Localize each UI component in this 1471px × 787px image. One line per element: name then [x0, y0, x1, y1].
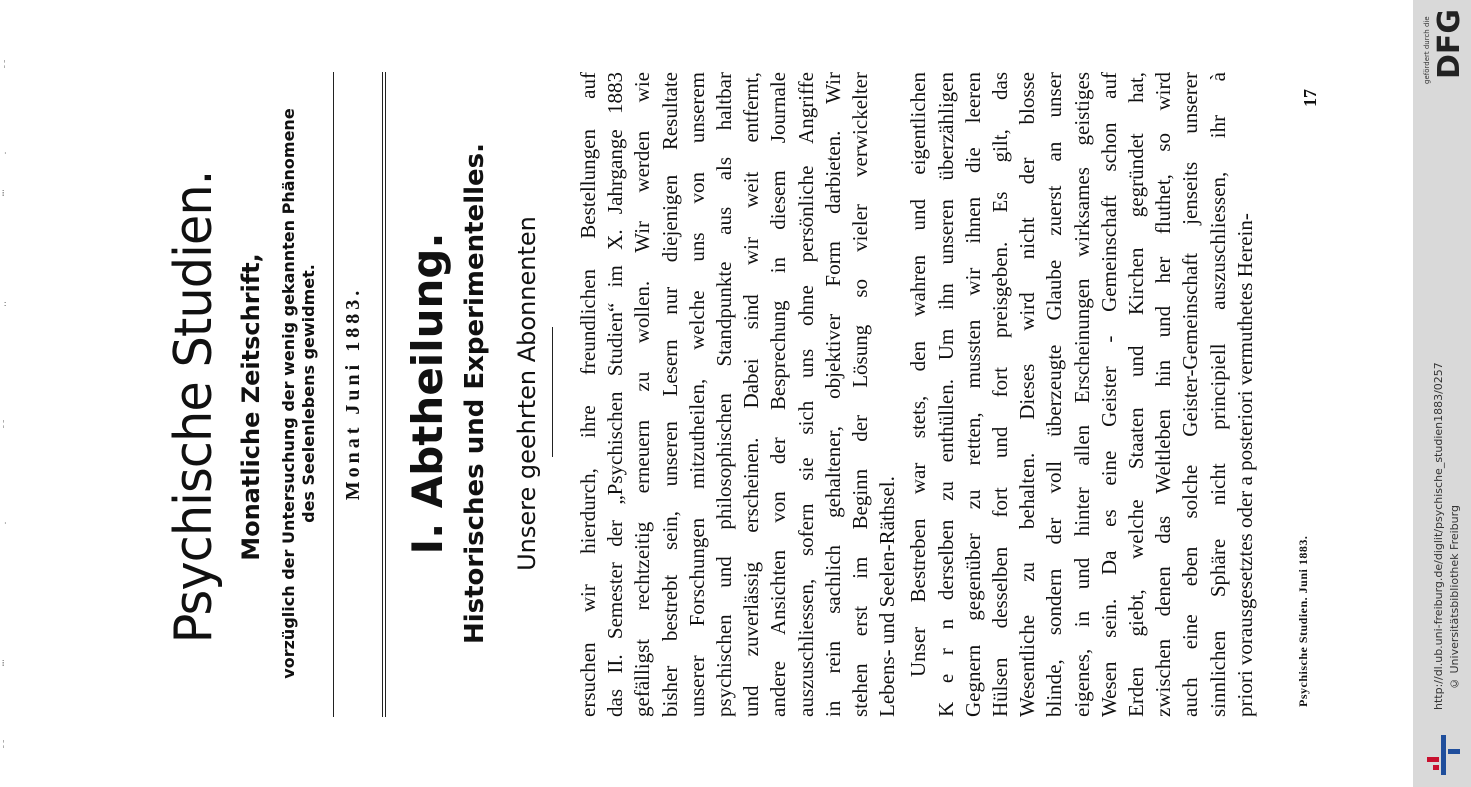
rule-double — [382, 72, 386, 717]
body-line: Wesentliche zu behalten. Dieses wird nicht der blosse — [1015, 72, 1040, 717]
journal-subtitle: Monatliche Zeitschrift, — [237, 253, 265, 561]
body-line: gefälligst rechtzeitig erneuern zu wollen. Wir werden wie — [630, 72, 655, 717]
body-line: unserer Forschungen mitzutheilen, welche uns von unserem — [684, 72, 709, 717]
body-line: in rein sachlich gehaltener, objektiver Form darbieten. Wir — [820, 72, 845, 717]
body-line: priori vorausgesetztes oder a posteriori vermuthetes Herein- — [1232, 213, 1257, 717]
body-line: das II. Semester der „Psychischen Studien“ im X. Jahrgange 1883 — [603, 72, 628, 717]
dfg-sidebar — [1413, 0, 1471, 787]
body-line: Erden giebt, welche Staaten und Kirchen gegründet hat, — [1124, 72, 1148, 717]
body-line: Wesen sein. Da es eine Geister - Gemeinschaft schon auf — [1096, 72, 1121, 717]
rule-top — [333, 72, 334, 717]
body-line: stehen erst im Beginn der Lösung so vieler verwickelter — [848, 72, 872, 717]
body-line: blinde, sondern der voll überzeugte Glaube zuerst an unser — [1042, 72, 1067, 717]
body-line: auszuschliessen, sofern sie sich uns ohne persönliche Angriffe — [793, 72, 818, 717]
body-line: Hülsen desselben fort und fort preisgeben. Es gilt, das — [988, 72, 1012, 717]
article-heading: Unsere geehrten Abonnenten — [513, 216, 541, 571]
body-line: sinnlichen Sphäre nicht principiell auszuschliessen, ihr à — [1205, 72, 1230, 717]
journal-description-line-2: des Seelenlebens gewidmet. — [299, 264, 318, 523]
body-line: K e r n derselben zu enthüllen. Um ihn unseren überzähligen — [933, 72, 958, 717]
masthead-title: Psychische Studien. — [164, 170, 224, 644]
funded-by-label: gefördert durch die — [1423, 16, 1431, 84]
body-line: eigenes, in und hinter allen Erscheinungen wirksames geistiges — [1069, 72, 1094, 717]
footer-journal-label: Psychische Studien. Juni 1883. — [1296, 535, 1310, 707]
body-line: auch eine eben solche Geister-Gemeinschaft jenseits unserer — [1178, 72, 1203, 717]
source-url[interactable]: http://dl.ub.uni-freiburg.de/diglit/psychische_studien1883/0257 — [1432, 362, 1445, 710]
body-line: Unser Bestreben war stets, den wahren und eigentlichen — [906, 72, 931, 677]
body-line: Lebens- und Seelen-Räthsel. — [875, 476, 900, 717]
body-line: andere Ansichten von der Besprechung in diesem Journale — [766, 72, 791, 717]
body-line: ersuchen wir hierdurch, ihre freundlichen Bestellungen auf — [576, 72, 600, 717]
body-line: und zuverlässig erscheinen. Dabei sind wir weit entfernt, — [739, 72, 764, 717]
journal-description-line-1: vorzüglich der Untersuchung der wenig gekannten Phänomene — [279, 108, 298, 679]
issue-month: Monat Juni 1883. — [342, 286, 364, 501]
body-line: zwischen denen das Weltleben hin und her fluthet, so wird — [1151, 72, 1176, 717]
copyright-notice: © Universitätsbibliothek Freiburg — [1448, 505, 1461, 690]
page-number: 17 — [1300, 89, 1320, 107]
ub-freiburg-logo-icon — [1423, 735, 1463, 775]
dfg-logo: DFG — [1432, 8, 1467, 80]
rule-short — [552, 327, 553, 457]
scan-margin-marks: ¦ · ⁞ : ¦ · ⁞ ¦ — [2, 59, 7, 748]
body-line: psychischen und philosophischen Standpunkte aus als haltbar — [712, 72, 736, 717]
body-line: Gegnern gegenüber zu retten, mussten wir ihnen die leeren — [960, 72, 985, 717]
part-title: I. Abtheilung. — [403, 232, 452, 555]
part-subtitle: Historisches und Experimentelles. — [460, 142, 490, 645]
body-line: bisher bestrebt sein, unseren Lesern nur diejenigen Resultate — [657, 72, 682, 717]
